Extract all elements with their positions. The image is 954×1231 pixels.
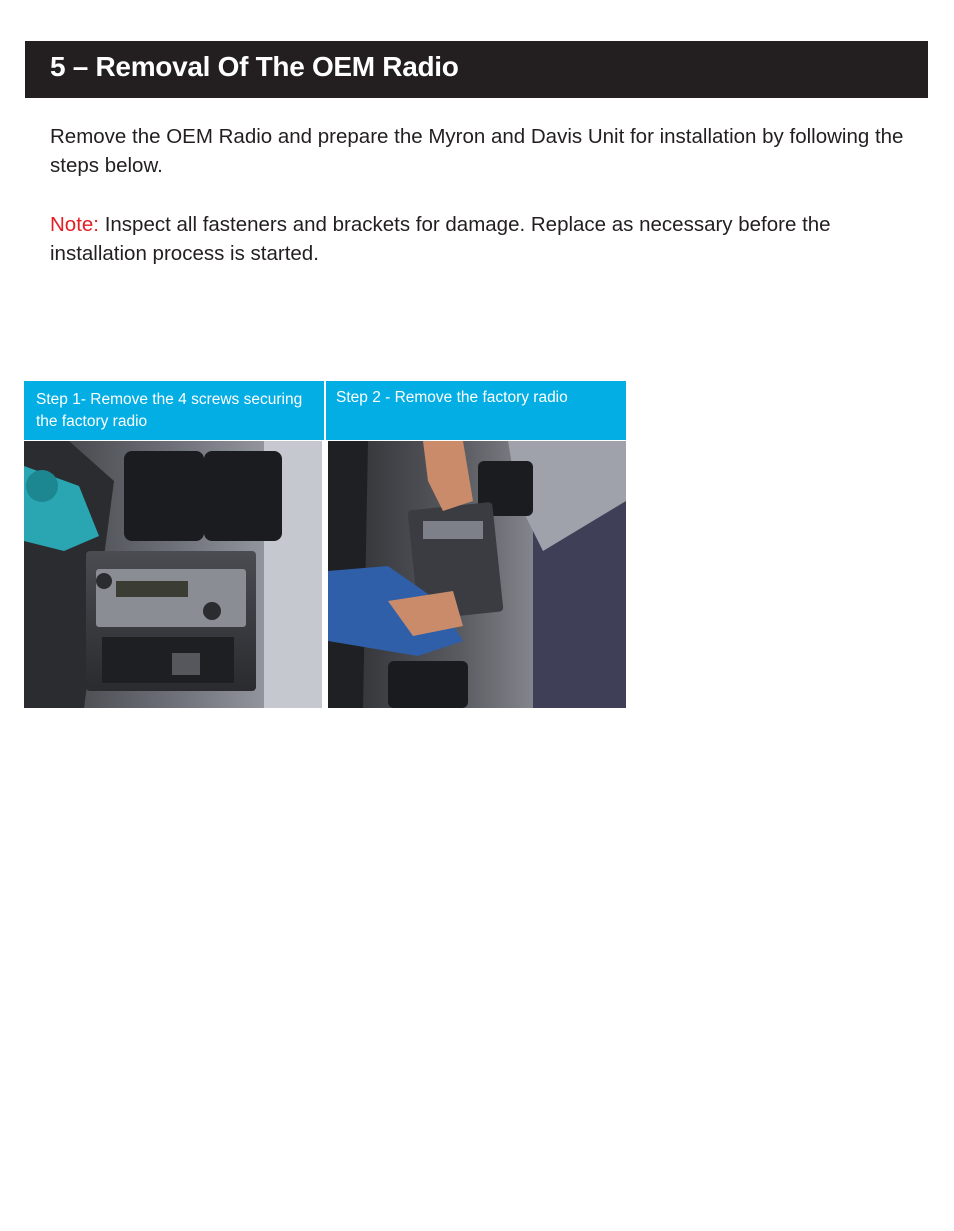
intro-paragraph: Remove the OEM Radio and prepare the Myron and Davis Unit for installation by following the steps below. <box>50 125 904 177</box>
section-header <box>25 41 928 98</box>
step-1-panel <box>24 381 324 708</box>
note-text: Inspect all fasteners and brackets for damage. Replace as necessary before the installation process is started. <box>50 213 831 265</box>
page-title: 5 – Removal Of The OEM Radio <box>50 51 459 82</box>
note-label: Note: <box>50 213 99 236</box>
step-2-photo <box>328 441 626 708</box>
step-1-photo <box>24 441 322 708</box>
step-1-label: Step 1- Remove the 4 screws securing the factory radio <box>24 381 324 440</box>
note-paragraph <box>50 210 920 268</box>
step-2-panel <box>326 381 626 708</box>
step-2-label: Step 2 - Remove the factory radio <box>326 381 626 440</box>
